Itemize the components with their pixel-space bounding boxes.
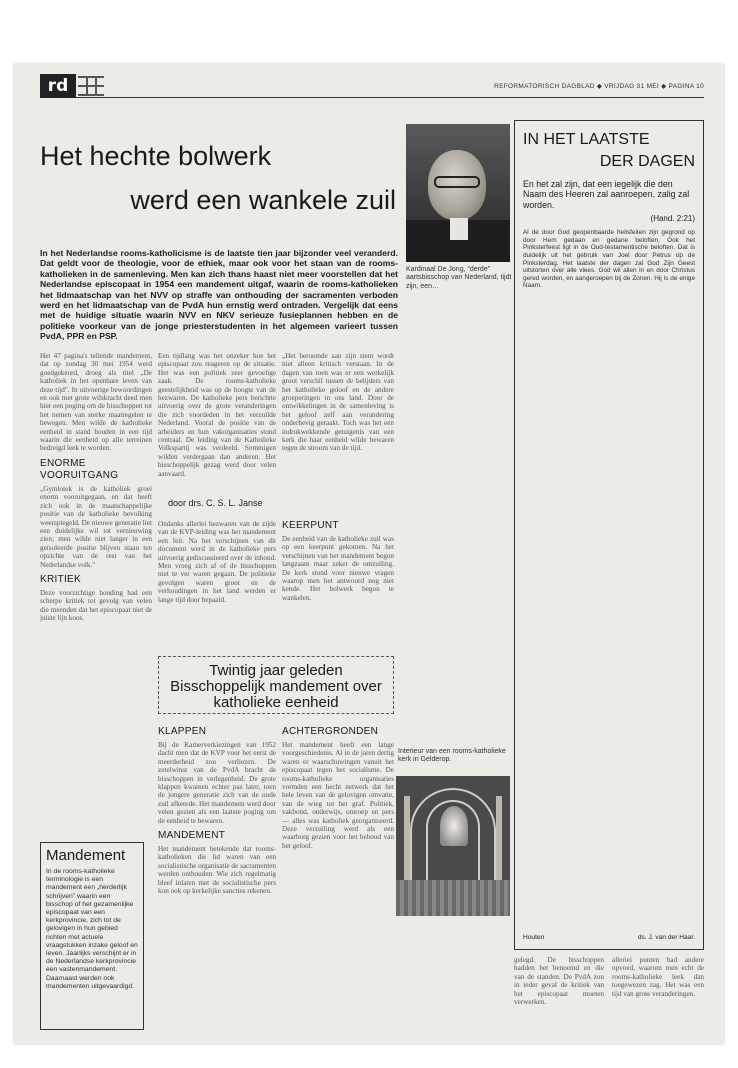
bible-reference: (Hand. 2:21)	[650, 214, 695, 224]
page-header	[40, 74, 704, 98]
church-photo-caption: Interieur van een rooms-katholieke kerk in Gelderop.	[398, 748, 506, 764]
article-column-2: Een tijdlang was het onzeker hoe het episcopaat zou reageren op de situatie. Het was een politiek zeer gevoelige zaak. De rooms-katholieke geestelijkheid was op de hoogte van de bezwaren. De katholieke pers berichtte uitvoerig over de grote veranderingen die zich voordeden in het verzuilde Nederland. Vooral de positie van de arbeiders en hun vakorganisaties stond centraal. De leiding van de Katholieke Volkspartij was verdeeld. Sommigen wilden verdergaan dan anderen. Het bisschoppelijk gezag werd door velen aanvaard.	[158, 352, 276, 478]
byline: door drs. C. S. L. Janse	[168, 498, 263, 508]
logo-grid-icon	[78, 76, 104, 96]
article-column-3: „Het beroemde aan zijn stem wordt niet alleen kritisch verstaan. In de dagen van toen was er een werkelijk groot verschil tussen de belijders van het katholieke geloof en de andere groeperingen in ons land. Door de ontwikkelingen in de samenleving is het geloof zelf aan verandering onderhevig geraakt. Toch was het een indrukwekkende getuigenis van een kerk die haar eenheid wilde bewaren tegen de stroom van de tijd.	[282, 352, 394, 453]
page-content	[40, 74, 704, 1034]
article-column-3-lower: KEERPUNT De eenheid van de katholieke zuil was op een keerpunt gekomen. Na het verschijnen van het mandement begon langzaam maar zeker de ontzuiling. De kerk stond voor nieuwe vragen waarop men het antwoord nog niet kende. Het bolwerk begon te wankelen.	[282, 520, 394, 602]
subheading-keerpunt: KEERPUNT	[282, 520, 339, 531]
article-column-bottom-left: gelegd. De bisschoppen hadden het benoemd en die van de standen. De PvdA zou in ieder geval de kritiek van het episcopaat moeten verwerken.	[514, 956, 604, 1007]
headline-line-1: Het hechte bolwerk	[40, 141, 272, 171]
mandement-sidebar-box	[40, 842, 144, 1030]
mandement-box-text: In de rooms-katholieke terminologie is een mandement een „herderlijk schrijven” waarin een bisschop of het gezamenlijke episcopaat van een kerkprovincie, zich tot de gelovigen in hun gebied richten met actuele vraagstukken inzake geloof en leven. Jaarlijks verschijnt er in de Nederlandse kerkprovincie een vastenmandement. Daarnaast werden ook mandementen uitgevaardigd.	[46, 868, 138, 990]
subheading-enorme-vooruitgang: ENORME VOORUITGANG	[40, 457, 119, 481]
article-column-bottom-right: alleriei punten had andere opvoed, waarom men echt de rooms-katholieke leek dan toegewezen zag. Het was een tijd van grote veranderingen.	[612, 956, 704, 998]
photo-caption: Kardinaal De Jong, “derde” aartsbisschop van Nederland, tijdt zijn, een…	[406, 266, 512, 290]
meditation-title-line-1: IN HET LAATSTE	[523, 131, 650, 148]
mandement-box-title: Mandement	[46, 847, 126, 864]
subheading-kritiek: KRITIEK	[40, 573, 81, 585]
signature-author: ds. J. van der Haar.	[637, 934, 695, 941]
meditation-title-line-2: DER DAGEN	[599, 153, 695, 170]
article-column-achtergronden: ACHTERGRONDEN Het mandement heeft een lange voorgeschiedenis. Al in de jaren dertig waren er waarschuwingen vanuit het episcopaat tegen het socialisme. De rooms-katholieke organisaties vormden een hecht netwerk dat het hele leven van de gelovigen omvatte, van de wieg tot het graf. Politiek, vakbond, onderwijs, omroep en pers — alles was katholiek georganiseerd. Deze verzuiling werd als een waarborg gezien voor het behoud van het geloof.	[282, 726, 394, 850]
meditation-title	[523, 129, 695, 173]
article-column-1: Het 47 pagina's tellende mandement, dat op zondag 30 mei 1954 werd goedgekeurd, droeg als titel „De katholiek in het openbare leven van deze tijd". In uitvoerige bewoordingen en ook met grote wilskracht deed men hier een poging om de bisschoppen tot het nemen van sterke maatregelen te bewegen. Men wilde de katholieke eenheid in stand houden in een tijd waarin die eenheid op alle terreinen bedreigd leek te worden. ENORME VOORUITGANG „Gymlotek is de katholiek groei enorm vooruitgegaan, en dat heeft zich ook in de maatschappelijke positie van de katholieke bevolking weerspiegeld. De nieuwe generatie liet een duidelijke wil tot vernieuwing zien; men wilde niet langer in een geïsoleerde positie blijven staan ten opzichte van de rest van het Nederlandse volk." KRITIEK Deze voorzichtige houding had een scherpe kritiek tot gevolg van velen die meenden dat het episcopaat niet de juiste lijn koos.	[40, 352, 152, 623]
church-interior-photo	[396, 776, 510, 916]
box-headline: Twintig jaar geleden Bisschoppelijk mandement over katholieke eenheid	[158, 656, 394, 714]
meditation-signature	[523, 934, 695, 941]
masthead: REFORMATORISCH DAGBLAD ◆ VRIJDAG 31 MEI ◆ PAGINA 10	[494, 83, 704, 90]
portrait-photo	[406, 124, 510, 262]
newspaper-logo: rd	[40, 74, 76, 98]
meditation-text: Al de door God geopenbaarde heilsfeiten zijn gegrond op door Hem gedaan en gedane beloften. Ook het Pinksterfeest ligt in de Oud-testamentische beloften. Dat is duidelijk uit het gebruik van Joel door Petrus op de Pinksterdag. Het laatste der dagen zal God Zijn Geest uitstorten over alle vlees. God wil allen in en door Christus gered worden, en aangeroepen bij de Zonen. Hij is de enige Naam.	[523, 229, 695, 290]
article-intro: In het Nederlandse rooms-katholicisme is de laatste tien jaar bijzonder veel veranderd. Dat geldt voor de theologie, voor de ethiek, maar ook voor het staan van de rooms-katholieken in de samenleving. Men kan zich thans haast niet meer voorstellen dat het Nederlandse episcopaat in 1954 een mandement uitgaf, waarin de rooms-katholieken het lidmaatschap van het NVV op straffe van onthouding der sacramenten verboden werd en het lidmaatschap van de PvdA hun ernstig werd ontraden. Vergelijk dat eens met de huidige situatie waarin NVV en NKV serieuze fusieplannen hebben en de politieke voorkeur van de jonge priesterstudenten in het algemeen varieert tussen PvdA, PPR en PSP.	[40, 248, 398, 342]
subheading-mandement: MANDEMENT	[158, 830, 226, 842]
meditation-column	[514, 120, 704, 950]
headline-line-2: werd een wankele zuil	[130, 185, 396, 215]
article-column-klappen: KLAPPEN Bij de Kamerverkiezingen van 1952 dacht men dat de KVP voor het eerst de meerderheid zou verliezen. De zetelwinst van de PvdA bracht de bisschoppen in verlegenheid. De grote klappen kwamen echter pas later, toen de jongere generatie zich van de oude zuil afkeerde. Het mandement werd door velen gezien als een laatste poging om de eenheid te bewaren. MANDEMENT Het mandement betekende dat rooms-katholieken die lid waren van een socialistische organisatie de sacramenten werden onthouden. Wie zich regelmatig bleef inlaten met de socialistische pers kon ook op kerkelijke sancties rekenen.	[158, 726, 276, 896]
article-headline	[40, 134, 396, 222]
article-column-2-lower: Ondanks allerlei bezwaren van de zijde van de KVP-leiding was het mandement een feit. Na het verschijnen van dit document werd in de katholieke pers uitvoerig gediscussieerd over de inhoud. Men vroeg zich af of de bisschoppen niet te ver waren gegaan. De politieke gevolgen waren groot en de verhoudingen in het land werden er lange tijd door bepaald.	[158, 520, 276, 604]
subheading-klappen: KLAPPEN	[158, 726, 207, 737]
newspaper-page	[14, 64, 724, 1044]
meditation-quote: En het zal zijn, dat een iegelijk die den Naam des Heeren zal aanroepen, zalig zal worden.	[523, 179, 690, 210]
subheading-achtergronden: ACHTERGRONDEN	[282, 726, 379, 737]
signature-place: Houten	[523, 934, 545, 941]
